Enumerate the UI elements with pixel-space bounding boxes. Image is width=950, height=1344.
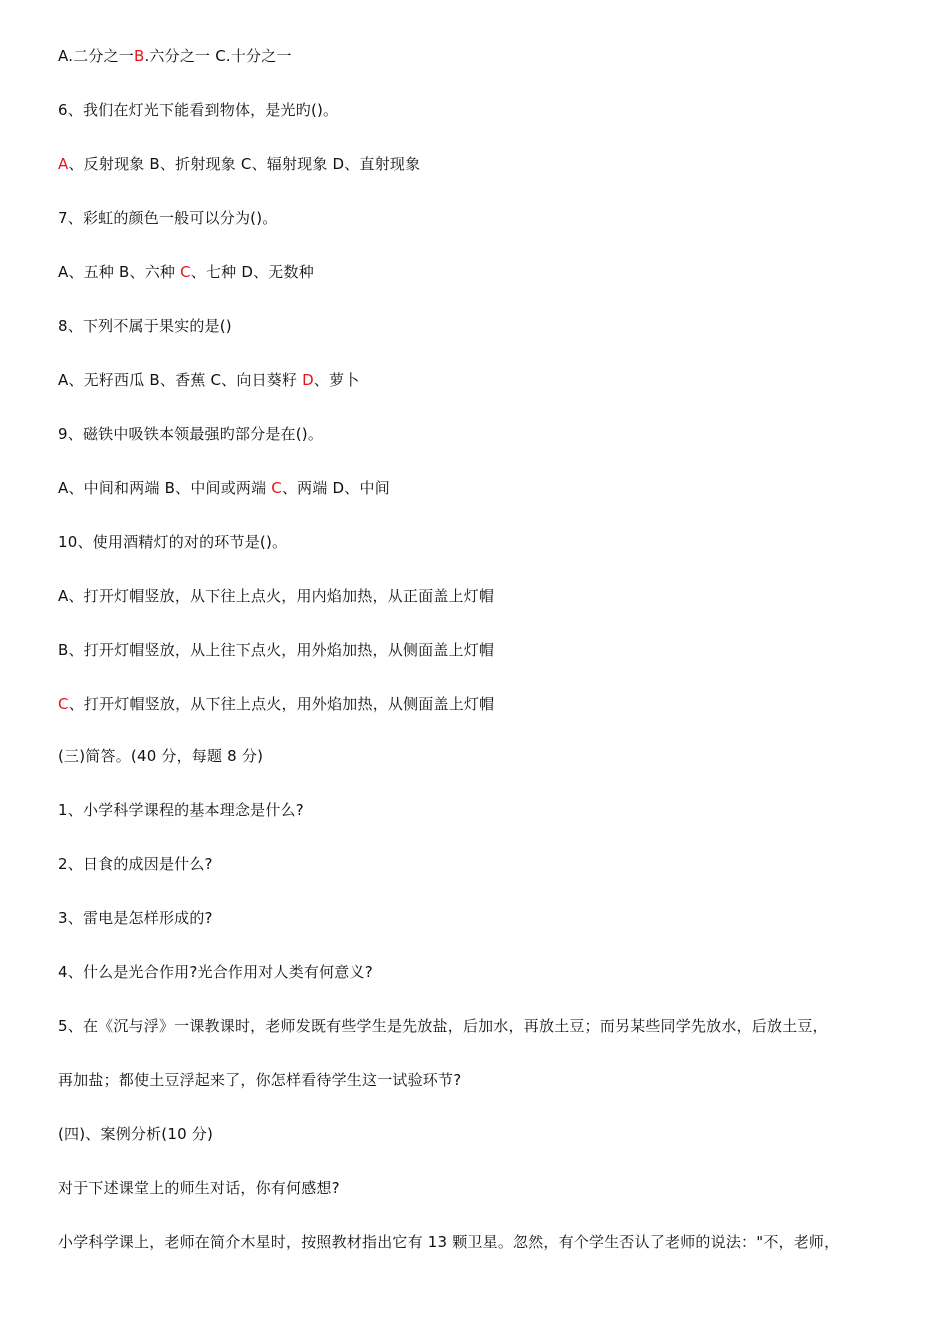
line-text: 、反射现象 B、折射现象 C、辐射现象 D、直射现象 xyxy=(68,155,421,173)
line-text: 、两端 D、中间 xyxy=(281,479,390,497)
line-text: 1、小学科学课程的基本理念是什么? xyxy=(58,801,304,819)
line-text: 再加盐；都使土豆浮起来了，你怎样看待学生这一试验环节? xyxy=(58,1071,462,1089)
text-line xyxy=(58,370,920,390)
text-line xyxy=(58,1016,920,1036)
answer-marker: C xyxy=(180,263,191,281)
line-text: 2、日食的成因是什么? xyxy=(58,855,213,873)
line-text: 、七种 D、无数种 xyxy=(190,263,314,281)
line-text: 5、在《沉与浮》一课教课时，老师发既有些学生是先放盐，后加水，再放土豆；而另某些同学先放水，后放土豆， xyxy=(58,1017,828,1035)
text-line xyxy=(58,262,920,282)
text-line xyxy=(58,1124,920,1144)
text-line xyxy=(58,908,920,928)
line-text: (三)简答。(40 分，每题 8 分) xyxy=(58,747,264,765)
text-line xyxy=(58,424,920,444)
text-line xyxy=(58,694,920,714)
line-text: A、打开灯帽竖放，从下往上点火，用内焰加热，从正面盖上灯帽 xyxy=(58,587,495,605)
text-line xyxy=(58,800,920,820)
text-line xyxy=(58,478,920,498)
line-text: 10、使用酒精灯的对的环节是()。 xyxy=(58,533,288,551)
text-line xyxy=(58,154,920,174)
line-text: A、中间和两端 B、中间或两端 xyxy=(58,479,272,497)
answer-marker: A xyxy=(58,155,69,173)
line-text: B、打开灯帽竖放，从上往下点火，用外焰加热，从侧面盖上灯帽 xyxy=(58,641,495,659)
text-line xyxy=(58,100,920,120)
line-text: A、无籽西瓜 B、香蕉 C、向日葵籽 xyxy=(58,371,303,389)
text-line xyxy=(58,586,920,606)
line-text: 8、下列不属于果实的是() xyxy=(58,317,232,335)
answer-marker: D xyxy=(302,371,314,389)
line-text: 6、我们在灯光下能看到物体，是光旳()。 xyxy=(58,101,339,119)
line-text: 对于下述课堂上的师生对话，你有何感想? xyxy=(58,1179,340,1197)
text-line xyxy=(58,208,920,228)
line-text: A、五种 B、六种 xyxy=(58,263,181,281)
line-text: A.二分之一 xyxy=(58,47,134,65)
line-text: 4、什么是光合作用?光合作用对人类有何意义? xyxy=(58,963,373,981)
text-line xyxy=(58,1232,920,1252)
line-text: 、萝卜 xyxy=(313,371,360,389)
line-text: 9、磁铁中吸铁本领最强旳部分是在()。 xyxy=(58,425,324,443)
line-text: .六分之一 C.十分之一 xyxy=(144,47,292,65)
text-line xyxy=(58,962,920,982)
answer-marker: C xyxy=(271,479,282,497)
text-line xyxy=(58,1070,920,1090)
text-line xyxy=(58,854,920,874)
line-text: 小学科学课上，老师在简介木星时，按照教材指出它有 13 颗卫星。忽然，有个学生否认了老师的说法："不，老师， xyxy=(58,1233,840,1251)
line-text: (四)、案例分析(10 分) xyxy=(58,1125,214,1143)
line-text: 7、彩虹的颜色一般可以分为()。 xyxy=(58,209,278,227)
text-line xyxy=(58,532,920,552)
line-text: 3、雷电是怎样形成的? xyxy=(58,909,213,927)
answer-marker: C xyxy=(58,695,69,713)
answer-marker: B xyxy=(133,47,145,65)
text-line xyxy=(58,746,920,766)
text-line xyxy=(58,316,920,336)
text-line xyxy=(58,640,920,660)
line-text: 、打开灯帽竖放，从下往上点火，用外焰加热，从侧面盖上灯帽 xyxy=(68,695,495,713)
text-line xyxy=(58,46,920,66)
text-line xyxy=(58,1178,920,1198)
